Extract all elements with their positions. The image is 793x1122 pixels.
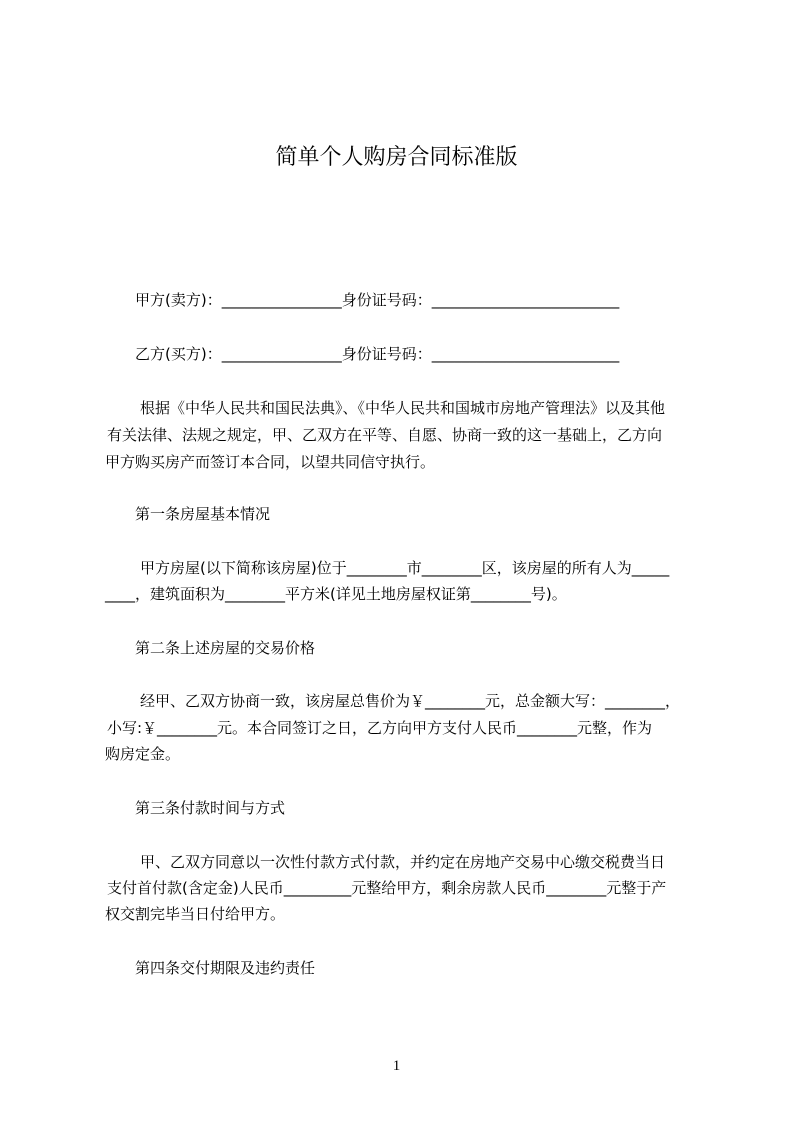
paragraph-line: 甲方房屋(以下简称该房屋)位于________市________区，该房屋的所有人为_____ <box>140 559 670 577</box>
paragraph-line: ____，建筑面积为________平方米(详见土地房屋权证第________号)。 <box>105 585 567 603</box>
paragraph-line: 购房定金。 <box>105 745 181 763</box>
paragraph-line: 小写:￥________元。本合同签订之日，乙方向甲方支付人民币________元整，作为 <box>107 719 653 737</box>
article-heading: 第二条上述房屋的交易价格 <box>135 639 316 657</box>
paragraph-line: 经甲、乙双方协商一致，该房屋总售价为￥________元，总金额大写：________， <box>140 692 681 710</box>
document-title: 简单个人购房合同标准版 <box>275 145 518 170</box>
paragraph-line: 甲、乙双方同意以一次性付款方式付款，并约定在房地产交易中心缴交税费当日 <box>140 853 666 871</box>
party-b-line: 乙方(买方)：________________身份证号码：_________________________ <box>135 345 620 363</box>
paragraph-line: 甲方购买房产而签订本合同，以望共同信守执行。 <box>105 453 436 471</box>
article-heading: 第四条交付期限及违约责任 <box>135 959 316 977</box>
paragraph-line: 根据《中华人民共和国民法典》、《中华人民共和国城市房地产管理法》以及其他 <box>140 399 666 417</box>
article-heading: 第一条房屋基本情况 <box>135 505 271 523</box>
paragraph-line: 有关法律、法规之规定，甲、乙双方在平等、自愿、协商一致的这一基础上，乙方向 <box>107 426 663 444</box>
paragraph-line: 权交割完毕当日付给甲方。 <box>105 905 286 923</box>
party-a-line: 甲方(卖方)：________________身份证号码：_________________________ <box>135 291 620 309</box>
paragraph-line: 支付首付款(含定金)人民币_________元整给甲方，剩余房款人民币________元整于产 <box>107 879 667 897</box>
article-heading: 第三条付款时间与方式 <box>135 799 286 817</box>
page-number: 1 <box>392 1058 401 1074</box>
